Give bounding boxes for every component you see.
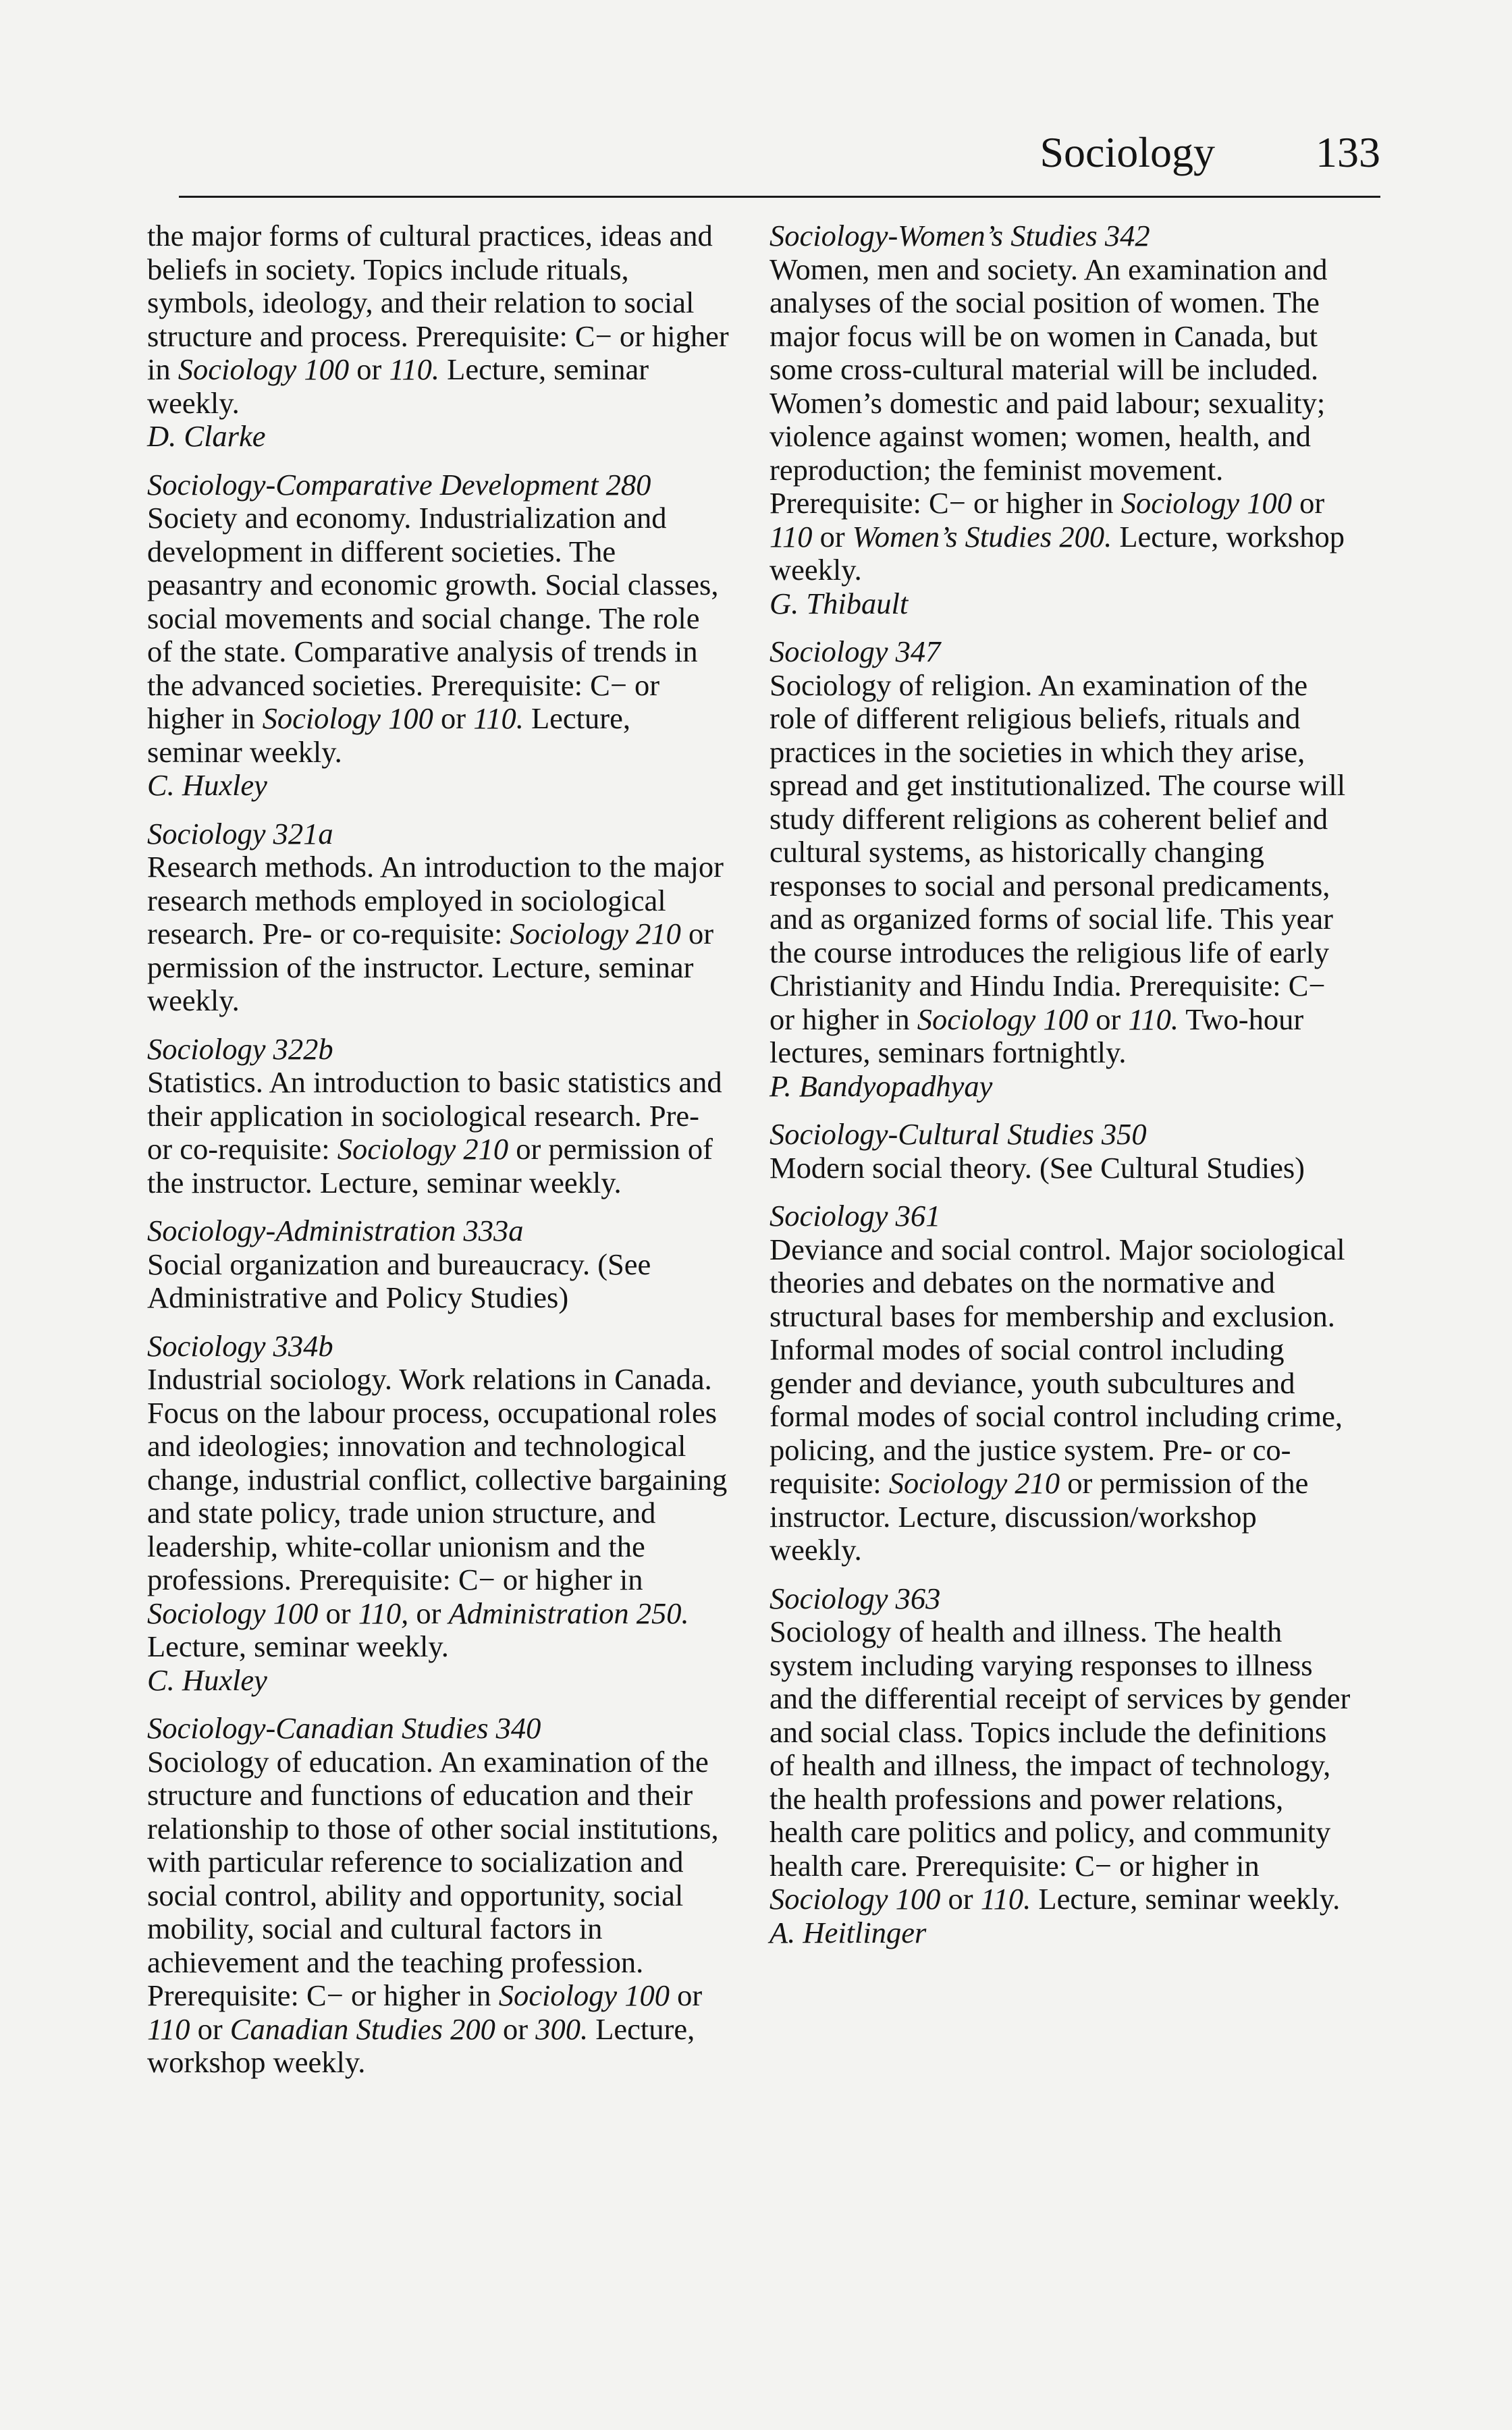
course-entry (770, 219, 1353, 620)
page-number: 133 (1316, 128, 1380, 176)
course-description (770, 669, 1353, 1070)
course-description (147, 1066, 731, 1199)
course-reference: Sociology 210 (888, 1466, 1060, 1500)
course-description (770, 1233, 1353, 1567)
course-reference: Women’s Studies 200. (852, 519, 1112, 554)
description-text: Lecture, seminar weekly. (147, 1629, 449, 1663)
description-text: or (318, 1596, 358, 1630)
course-reference: Canadian Studies 200 (230, 2012, 495, 2046)
description-text: Modern social theory. (See Cultural Studies) (770, 1150, 1305, 1185)
course-title: Sociology 334b (147, 1328, 333, 1363)
description-text: or (349, 352, 389, 386)
course-description (147, 1363, 731, 1664)
description-text: or permission of the instructor. Lecture, seminar weekly. (147, 917, 714, 1017)
course-description (147, 1746, 731, 2080)
course-title: Sociology 361 (770, 1199, 941, 1233)
instructor-name: P. Bandyopadhyay (770, 1069, 993, 1103)
course-description (770, 253, 1353, 587)
instructor-name: A. Heitlinger (770, 1915, 927, 1949)
course-reference: 110 (147, 2012, 190, 2046)
course-reference: 110. (473, 701, 524, 735)
course-reference: Sociology 100 (917, 1002, 1089, 1036)
course-title: Sociology 322b (147, 1031, 333, 1066)
course-reference: Sociology 210 (510, 917, 681, 950)
course-description (147, 850, 731, 1018)
course-reference: Sociology 100 (147, 1596, 319, 1630)
description-text: Lecture, workshop weekly. (147, 2012, 695, 2079)
course-title: Sociology-Administration 333a (147, 1214, 524, 1247)
description-text: or (190, 2012, 230, 2046)
course-description (770, 1615, 1353, 1916)
description-text: Lecture, seminar weekly. (147, 352, 649, 420)
section-title: Sociology (1040, 128, 1215, 176)
course-reference: 300. (535, 2012, 589, 2046)
description-text: Two-hour lectures, seminars fortnightly. (770, 1002, 1304, 1069)
course-reference: 110, (358, 1596, 409, 1630)
description-text: Society and economy. Industrialization and development in different societies. The peasantry and economic growth. Social classes, social movements and social change. The role of the state. Comparative analysis of trends in the advanced societies. Prerequisite: C− or higher in (147, 501, 719, 735)
description-text: Sociology of health and illness. The health system including varying responses to illness and the differential receipt of services by gender and social class. Topics include the definitions of health and illness, the impact of technology, the health professions and power relations, health care politics and policy, and community health care. Prerequisite: C− or higher in (770, 1615, 1351, 1883)
description-text: Research methods. An introduction to the major research methods employed in sociological research. Pre- or co-requisite: (147, 850, 724, 950)
course-title: Sociology 321a (147, 816, 333, 850)
course-title: Sociology-Comparative Development 280 (147, 467, 651, 502)
instructor-name: C. Huxley (147, 768, 267, 802)
description-text: Sociology of education. An examination of the structure and functions of education and their relationship to those of other social institutions, with particular reference to socialization and social control, ability and opportunity, social mobility, social and cultural factors in achievement and the teaching profession. Prerequisite: C− or higher in (147, 1744, 719, 2012)
course-title: Sociology-Cultural Studies 350 (770, 1117, 1147, 1151)
course-reference: 110. (389, 352, 440, 386)
course-reference: Sociology 100 (262, 701, 433, 735)
course-description (147, 1248, 731, 1315)
instructor-name: G. Thibault (770, 586, 909, 620)
course-entry (770, 1199, 1353, 1567)
course-entry (147, 1214, 731, 1315)
right-column (770, 219, 1353, 1964)
course-title: Sociology 363 (770, 1581, 941, 1615)
course-reference: Sociology 100 (498, 1978, 670, 2012)
course-title: Sociology 347 (770, 634, 941, 668)
course-title: Sociology-Women’s Studies 342 (770, 219, 1150, 252)
description-text: or (940, 1882, 981, 1916)
description-text: or permission of the instructor. Lecture, seminar weekly. (147, 1132, 713, 1199)
description-text: Social organization and bureaucracy. (See Administrative and Policy Studies) (147, 1247, 651, 1314)
course-reference: Administration 250. (448, 1596, 689, 1630)
course-reference: 110. (980, 1882, 1031, 1916)
course-entry (770, 1118, 1353, 1185)
description-text: or (495, 2012, 536, 2046)
course-reference: Sociology 100 (178, 352, 350, 386)
description-text: or (670, 1978, 703, 2012)
description-text: Lecture, seminar weekly. (147, 701, 630, 769)
course-entry (147, 1033, 731, 1200)
description-text: Lecture, workshop weekly. (770, 519, 1345, 587)
course-reference: 110. (1128, 1002, 1179, 1036)
instructor-name: D. Clarke (147, 419, 266, 453)
description-text: Lecture, seminar weekly. (1031, 1882, 1341, 1916)
course-entry (147, 1712, 731, 2080)
page-header (179, 120, 1380, 198)
description-text: Deviance and social control. Major sociological theories and debates on the normative and structural bases for membership and exclusion. Informal modes of social control including gender and deviance, youth subcultures and formal modes of social control including crime, policing, and the justice system. Pre- or co-requisite: (770, 1232, 1345, 1500)
description-text: or (433, 701, 474, 735)
description-text: the major forms of cultural practices, ideas and beliefs in society. Topics include rituals, symbols, ideology, and their relation to social structure and process. Prerequisite: C− or higher in (147, 219, 729, 386)
course-entry (770, 635, 1353, 1103)
course-reference: 110 (770, 519, 813, 554)
left-column (147, 219, 731, 2095)
course-description (770, 1152, 1353, 1185)
description-text: Statistics. An introduction to basic statistics and their application in sociological research. Pre- or co-requisite: (147, 1065, 722, 1166)
course-description (147, 502, 731, 769)
course-description (147, 219, 731, 420)
course-entry (147, 817, 731, 1018)
course-reference: Sociology 210 (337, 1132, 509, 1166)
course-entry (147, 468, 731, 803)
course-title: Sociology-Canadian Studies 340 (147, 1711, 541, 1745)
description-text: or (408, 1596, 449, 1630)
description-text: Women, men and society. An examination and analyses of the social position of women. The major focus will be on women in Canada, but some cross-cultural material will be included. Women’s domestic and paid labour; sexuality; violence against women; women, health, and reproduction; the feminist movement. Prerequisite: C− or higher in (770, 252, 1328, 520)
description-text: Industrial sociology. Work relations in Canada. Focus on the labour process, occupational roles and ideologies; innovation and technological change, industrial conflict, collective bargaining and state policy, trade union structure, and leadership, white-collar unionism and the professions. Prerequisite: C− or higher in (147, 1362, 728, 1596)
instructor-name: C. Huxley (147, 1663, 267, 1697)
course-entry (147, 219, 731, 454)
description-text: or (1088, 1002, 1129, 1036)
description-text: or (812, 519, 853, 554)
course-reference: Sociology 100 (770, 1882, 941, 1916)
course-entry (147, 1330, 731, 1698)
description-text: Sociology of religion. An examination of the role of different religious beliefs, rituals and practices in the societies in which they arise, spread and get institutionalized. The course will study different religions as coherent belief and cultural systems, as historically changing responses to social and personal predicaments, and as organized forms of social life. This year the course introduces the religious life of early Christianity and Hindu India. Prerequisite: C− or higher in (770, 668, 1346, 1036)
course-entry (770, 1582, 1353, 1950)
description-text: or (1292, 486, 1325, 520)
course-reference: Sociology 100 (1120, 486, 1293, 520)
description-text: or permission of the instructor. Lecture, discussion/workshop weekly. (770, 1466, 1309, 1567)
